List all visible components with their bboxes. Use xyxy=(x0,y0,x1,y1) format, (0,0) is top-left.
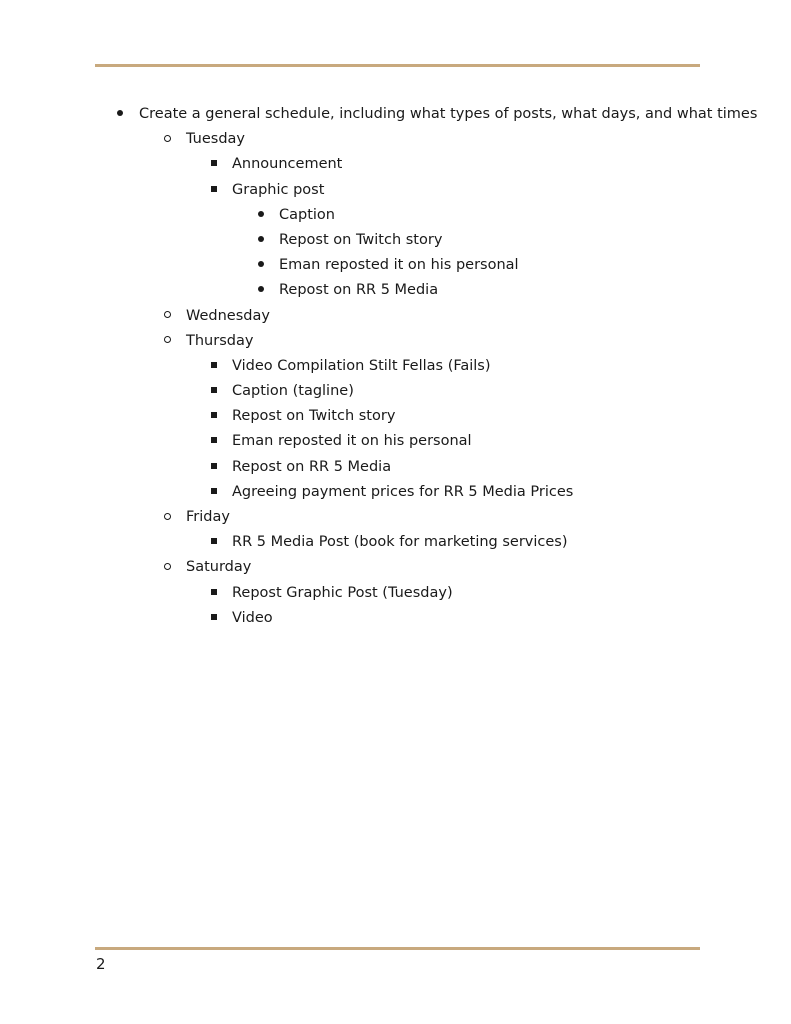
footer-rule xyxy=(95,947,700,950)
square-bullet-icon xyxy=(204,152,224,177)
list-item xyxy=(0,329,791,354)
square-bullet-icon xyxy=(204,581,224,606)
disc-bullet-icon xyxy=(251,278,271,303)
list-item xyxy=(0,505,791,530)
list-item-text: Create a general schedule, including what types of posts, what days, and what times xyxy=(139,106,758,122)
circle-bullet-icon xyxy=(157,127,177,152)
disc-bullet-icon xyxy=(110,102,130,127)
list-item xyxy=(0,379,791,404)
list-item xyxy=(0,228,791,253)
disc-bullet-icon xyxy=(251,228,271,253)
list-item xyxy=(0,304,791,329)
circle-bullet-icon xyxy=(157,505,177,530)
square-bullet-icon xyxy=(204,429,224,454)
list-item xyxy=(0,429,791,454)
list-item xyxy=(0,455,791,480)
square-bullet-icon xyxy=(204,530,224,555)
list-item-text: Eman reposted it on his personal xyxy=(232,433,472,450)
page-number: 2 xyxy=(96,955,106,973)
list-item-text: Thursday xyxy=(186,332,254,349)
list-item-text: Repost on RR 5 Media xyxy=(232,458,392,475)
list-item xyxy=(0,253,791,278)
list-item-text: Wednesday xyxy=(186,307,270,324)
list-item-text: Video Compilation Stilt Fellas (Fails) xyxy=(232,357,491,374)
list-item-text: Repost on RR 5 Media xyxy=(279,282,439,299)
list-item xyxy=(0,581,791,606)
disc-bullet-icon xyxy=(251,253,271,278)
list-item xyxy=(0,278,791,303)
square-bullet-icon xyxy=(204,455,224,480)
list-item-text: Saturday xyxy=(186,559,252,576)
list-item xyxy=(0,102,791,127)
list-item xyxy=(0,404,791,429)
list-item-text: Eman reposted it on his personal xyxy=(279,257,519,274)
circle-bullet-icon xyxy=(157,329,177,354)
square-bullet-icon xyxy=(204,404,224,429)
square-bullet-icon xyxy=(204,480,224,505)
list-item-text: Caption (tagline) xyxy=(232,383,354,400)
circle-bullet-icon xyxy=(157,555,177,580)
list-item-text: Caption xyxy=(279,206,335,223)
list-item xyxy=(0,354,791,379)
header-rule xyxy=(95,64,700,67)
square-bullet-icon xyxy=(204,379,224,404)
list-item-text: Tuesday xyxy=(186,131,245,148)
list-item xyxy=(0,127,791,152)
list-item xyxy=(0,203,791,228)
list-item xyxy=(0,530,791,555)
list-item xyxy=(0,480,791,505)
list-item-text: Repost on Twitch story xyxy=(279,231,443,248)
disc-bullet-icon xyxy=(251,203,271,228)
list-item xyxy=(0,555,791,580)
document-body xyxy=(0,102,791,631)
circle-bullet-icon xyxy=(157,304,177,329)
list-item xyxy=(0,178,791,203)
list-item-text: Graphic post xyxy=(232,181,325,198)
list-item-text: Repost Graphic Post (Tuesday) xyxy=(232,584,453,601)
list-item-text: Repost on Twitch story xyxy=(232,408,396,425)
square-bullet-icon xyxy=(204,606,224,631)
square-bullet-icon xyxy=(204,354,224,379)
list-item-text: RR 5 Media Post (book for marketing services) xyxy=(232,534,568,551)
square-bullet-icon xyxy=(204,178,224,203)
list-item-text: Friday xyxy=(186,509,230,525)
list-item-text: Announcement xyxy=(232,156,343,173)
list-item-text: Agreeing payment prices for RR 5 Media Prices xyxy=(232,483,574,500)
list-item xyxy=(0,606,791,631)
list-item xyxy=(0,152,791,177)
list-item-text: Video xyxy=(232,609,273,626)
